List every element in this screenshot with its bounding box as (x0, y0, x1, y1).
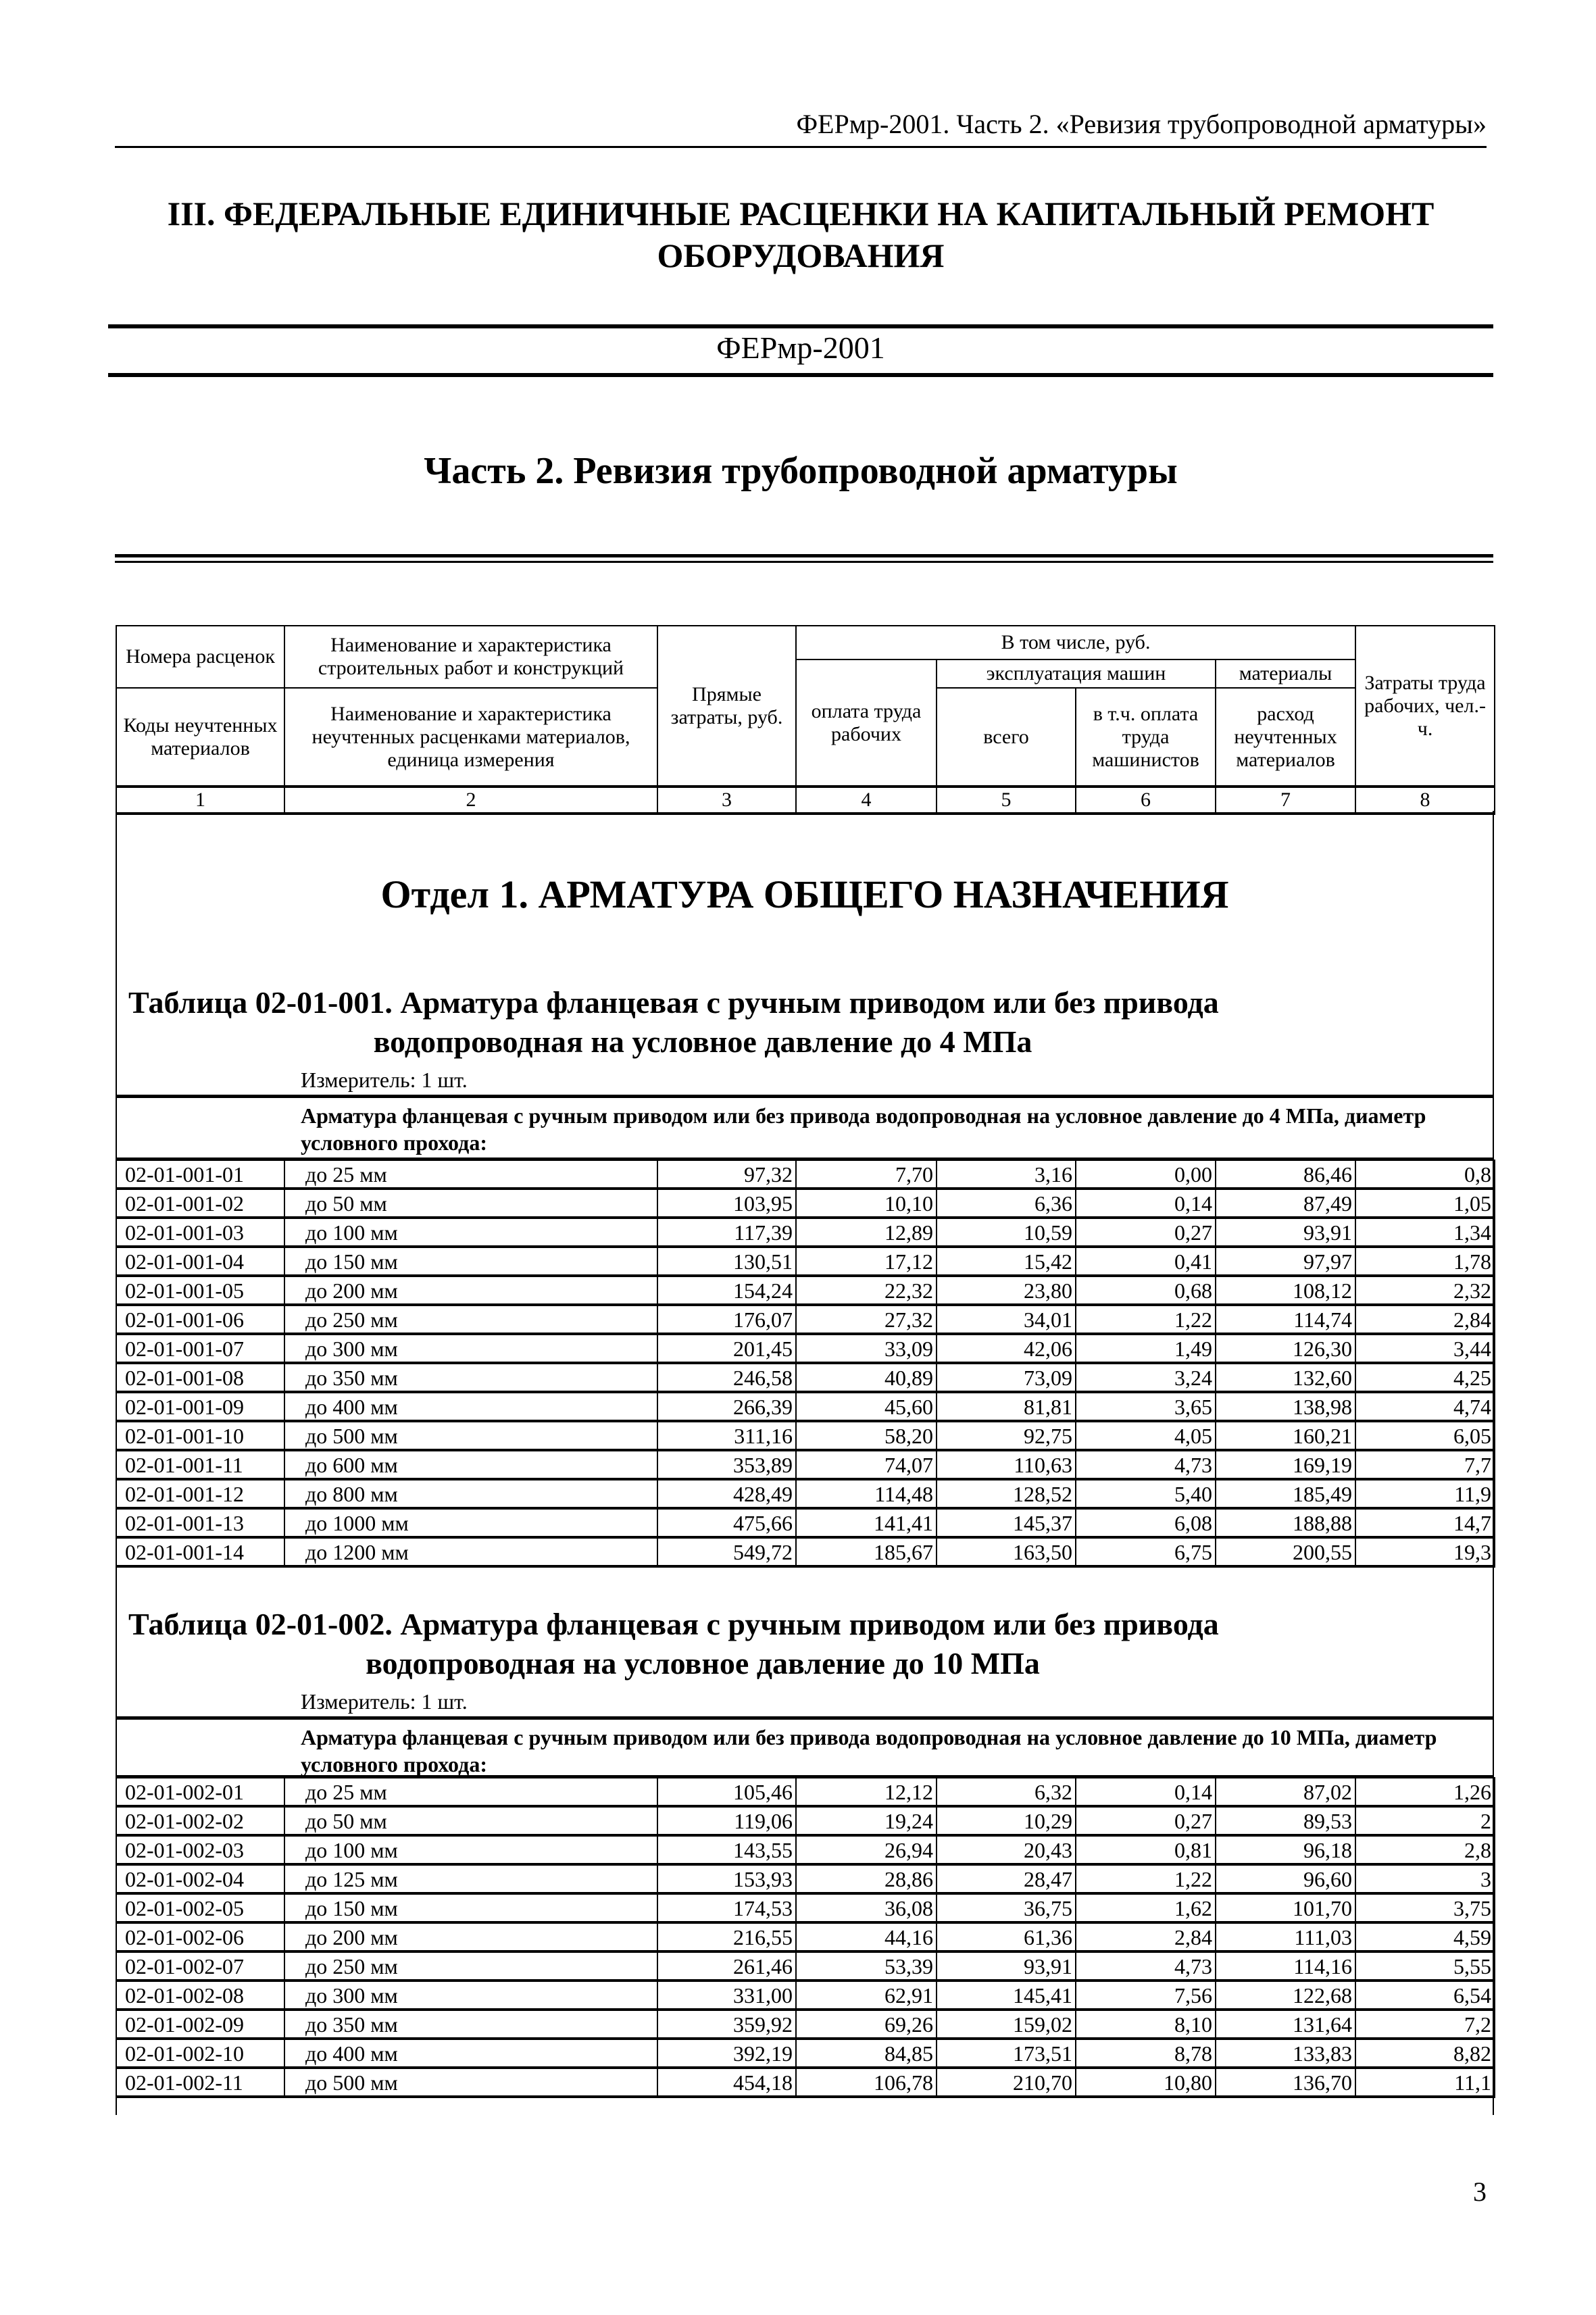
rate-code-cell: 02-01-001-06 (116, 1305, 284, 1334)
rate-code-cell: 02-01-002-05 (116, 1893, 284, 1922)
labor-wages-cell: 40,89 (796, 1363, 937, 1392)
item-name-cell: до 300 мм (284, 1334, 657, 1363)
machinist-wages-cell: 0,14 (1076, 1189, 1216, 1218)
materials-cost-cell: 89,53 (1216, 1806, 1355, 1835)
item-name-cell: до 400 мм (284, 2039, 657, 2068)
rates-table-02-01-002 (116, 1777, 1495, 2098)
machine-total-cell: 6,36 (937, 1189, 1076, 1218)
machine-total-cell: 28,47 (937, 1864, 1076, 1893)
direct-cost-cell: 549,72 (657, 1537, 796, 1566)
header-col4: оплата труда рабочих (796, 659, 937, 787)
machine-total-cell: 6,32 (937, 1778, 1076, 1806)
rate-code-cell: 02-01-001-10 (116, 1421, 284, 1450)
item-name-cell: до 250 мм (284, 1951, 657, 1981)
direct-cost-cell: 174,53 (657, 1893, 796, 1922)
machinist-wages-cell: 0,27 (1076, 1218, 1216, 1247)
rate-code-cell: 02-01-002-03 (116, 1835, 284, 1864)
machinist-wages-cell: 3,65 (1076, 1392, 1216, 1421)
rate-code-cell: 02-01-001-05 (116, 1276, 284, 1305)
labor-wages-cell: 10,10 (796, 1189, 937, 1218)
column-number: 7 (1216, 787, 1355, 814)
table-row (116, 1160, 1495, 1189)
machine-total-cell: 10,29 (937, 1806, 1076, 1835)
item-name-cell: до 1200 мм (284, 1537, 657, 1566)
labor-wages-cell: 69,26 (796, 2010, 937, 2039)
direct-cost-cell: 97,32 (657, 1160, 796, 1189)
table-title-line2: водопроводная на условное давление до 4 МПа (373, 1024, 1032, 1059)
machine-total-cell: 159,02 (937, 2010, 1076, 2039)
labor-wages-cell: 12,12 (796, 1778, 937, 1806)
header-col8: Затраты труда рабочих, чел.-ч. (1355, 626, 1495, 787)
machinist-wages-cell: 0,27 (1076, 1806, 1216, 1835)
rate-code-cell: 02-01-002-01 (116, 1778, 284, 1806)
direct-cost-cell: 475,66 (657, 1508, 796, 1537)
labor-hours-cell: 3,44 (1355, 1334, 1495, 1363)
direct-cost-cell: 246,58 (657, 1363, 796, 1392)
table-row (116, 1951, 1495, 1981)
table-description-row (116, 1095, 1494, 1161)
table-row (116, 1218, 1495, 1247)
code-rule-top (108, 324, 1493, 328)
rate-code-cell: 02-01-001-08 (116, 1363, 284, 1392)
direct-cost-cell: 216,55 (657, 1922, 796, 1951)
table-row (116, 1334, 1495, 1363)
header-col6: в т.ч. оплата труда машинистов (1076, 688, 1216, 787)
materials-cost-cell: 185,49 (1216, 1479, 1355, 1508)
machinist-wages-cell: 4,73 (1076, 1450, 1216, 1479)
direct-cost-cell: 105,46 (657, 1778, 796, 1806)
table-row (116, 2068, 1495, 2097)
materials-cost-cell: 122,68 (1216, 1981, 1355, 2010)
table-row (116, 1981, 1495, 2010)
labor-wages-cell: 26,94 (796, 1835, 937, 1864)
machine-total-cell: 92,75 (937, 1421, 1076, 1450)
direct-cost-cell: 266,39 (657, 1392, 796, 1421)
item-name-cell: до 25 мм (284, 1778, 657, 1806)
machine-total-cell: 10,59 (937, 1218, 1076, 1247)
direct-cost-cell: 359,92 (657, 2010, 796, 2039)
labor-hours-cell: 2,84 (1355, 1305, 1495, 1334)
table-description: Арматура фланцевая с ручным приводом или без привода водопроводная на условное давление до 10 МПа, диаметр условного прохода: (301, 1725, 1437, 1776)
machine-total-cell: 173,51 (937, 2039, 1076, 2068)
labor-wages-cell: 19,24 (796, 1806, 937, 1835)
labor-hours-cell: 14,7 (1355, 1508, 1495, 1537)
table-row (116, 2010, 1495, 2039)
labor-wages-cell: 22,32 (796, 1276, 937, 1305)
table-title-line1: Таблица 02-01-002. Арматура фланцевая с ручным приводом или без привода (128, 1607, 1219, 1641)
table-row (116, 1835, 1495, 1864)
table-title-line2: водопроводная на условное давление до 10 МПа (366, 1646, 1040, 1681)
machinist-wages-cell: 1,62 (1076, 1893, 1216, 1922)
labor-hours-cell: 2 (1355, 1806, 1495, 1835)
labor-wages-cell: 185,67 (796, 1537, 937, 1566)
labor-hours-cell: 4,25 (1355, 1363, 1495, 1392)
main-title-line2: ОБОРУДОВАНИЯ (657, 237, 945, 274)
labor-hours-cell: 7,2 (1355, 2010, 1495, 2039)
main-title-line1: III. ФЕДЕРАЛЬНЫЕ ЕДИНИЧНЫЕ РАСЦЕНКИ НА КАПИТАЛЬНЫЙ РЕМОНТ (167, 195, 1435, 232)
materials-cost-cell: 132,60 (1216, 1363, 1355, 1392)
table-title-02-01-002 (128, 1605, 1277, 1683)
materials-cost-cell: 101,70 (1216, 1893, 1355, 1922)
machinist-wages-cell: 8,78 (1076, 2039, 1216, 2068)
machinist-wages-cell: 8,10 (1076, 2010, 1216, 2039)
item-name-cell: до 25 мм (284, 1160, 657, 1189)
machine-total-cell: 23,80 (937, 1276, 1076, 1305)
rate-code-cell: 02-01-002-02 (116, 1806, 284, 1835)
machine-total-cell: 15,42 (937, 1247, 1076, 1276)
labor-hours-cell: 6,54 (1355, 1981, 1495, 2010)
labor-wages-cell: 141,41 (796, 1508, 937, 1537)
direct-cost-cell: 119,06 (657, 1806, 796, 1835)
item-name-cell: до 100 мм (284, 1218, 657, 1247)
table-row (116, 1363, 1495, 1392)
machine-total-cell: 34,01 (937, 1305, 1076, 1334)
table-row (116, 1537, 1495, 1566)
measure-unit: Измеритель: 1 шт. (301, 1689, 468, 1714)
table-row (116, 1189, 1495, 1218)
table-row (116, 1392, 1495, 1421)
rate-code-cell: 02-01-002-11 (116, 2068, 284, 2097)
part-title: Часть 2. Ревизия трубопроводной арматуры (424, 450, 1178, 492)
labor-hours-cell: 4,74 (1355, 1392, 1495, 1421)
machine-total-cell: 20,43 (937, 1835, 1076, 1864)
item-name-cell: до 200 мм (284, 1276, 657, 1305)
labor-wages-cell: 17,12 (796, 1247, 937, 1276)
labor-hours-cell: 0,8 (1355, 1160, 1495, 1189)
machine-total-cell: 42,06 (937, 1334, 1076, 1363)
machinist-wages-cell: 4,05 (1076, 1421, 1216, 1450)
materials-cost-cell: 169,19 (1216, 1450, 1355, 1479)
machine-total-cell: 128,52 (937, 1479, 1076, 1508)
header-col1-top: Номера расценок (116, 626, 284, 688)
header-col2-top: Наименование и характеристика строительных работ и конструкций (284, 626, 657, 688)
table-row (116, 1508, 1495, 1537)
item-name-cell: до 50 мм (284, 1189, 657, 1218)
labor-wages-cell: 44,16 (796, 1922, 937, 1951)
labor-wages-cell: 53,39 (796, 1951, 937, 1981)
table-description: Арматура фланцевая с ручным приводом или без привода водопроводная на условное давление до 4 МПа, диаметр условного прохода: (301, 1103, 1426, 1155)
column-number: 8 (1355, 787, 1495, 814)
column-number: 1 (116, 787, 284, 814)
materials-cost-cell: 96,60 (1216, 1864, 1355, 1893)
rate-code-cell: 02-01-001-09 (116, 1392, 284, 1421)
item-name-cell: до 350 мм (284, 2010, 657, 2039)
labor-hours-cell: 1,05 (1355, 1189, 1495, 1218)
table-title-line1: Таблица 02-01-001. Арматура фланцевая с ручным приводом или без привода (128, 985, 1219, 1020)
machinist-wages-cell: 2,84 (1076, 1922, 1216, 1951)
column-numbers-row (116, 787, 1495, 814)
item-name-cell: до 100 мм (284, 1835, 657, 1864)
direct-cost-cell: 454,18 (657, 2068, 796, 2097)
materials-cost-cell: 114,16 (1216, 1951, 1355, 1981)
item-name-cell: до 125 мм (284, 1864, 657, 1893)
rate-code-cell: 02-01-001-11 (116, 1450, 284, 1479)
machine-total-cell: 3,16 (937, 1160, 1076, 1189)
labor-wages-cell: 7,70 (796, 1160, 937, 1189)
machine-total-cell: 81,81 (937, 1392, 1076, 1421)
materials-cost-cell: 114,74 (1216, 1305, 1355, 1334)
item-name-cell: до 800 мм (284, 1479, 657, 1508)
header-col5: всего (937, 688, 1076, 787)
column-number: 3 (657, 787, 796, 814)
table-row (116, 1305, 1495, 1334)
direct-cost-cell: 154,24 (657, 1276, 796, 1305)
labor-hours-cell: 7,7 (1355, 1450, 1495, 1479)
rate-code-cell: 02-01-001-04 (116, 1247, 284, 1276)
table-row (116, 1922, 1495, 1951)
direct-cost-cell: 311,16 (657, 1421, 796, 1450)
labor-hours-cell: 4,59 (1355, 1922, 1495, 1951)
rate-code-cell: 02-01-001-14 (116, 1537, 284, 1566)
materials-cost-cell: 96,18 (1216, 1835, 1355, 1864)
header-col3: Прямые затраты, руб. (657, 626, 796, 787)
rate-code-cell: 02-01-002-10 (116, 2039, 284, 2068)
machine-total-cell: 36,75 (937, 1893, 1076, 1922)
labor-hours-cell: 6,05 (1355, 1421, 1495, 1450)
direct-cost-cell: 331,00 (657, 1981, 796, 2010)
materials-cost-cell: 87,02 (1216, 1778, 1355, 1806)
machine-total-cell: 73,09 (937, 1363, 1076, 1392)
labor-wages-cell: 28,86 (796, 1864, 937, 1893)
machine-total-cell: 210,70 (937, 2068, 1076, 2097)
item-name-cell: до 150 мм (284, 1893, 657, 1922)
machinist-wages-cell: 0,41 (1076, 1247, 1216, 1276)
machine-total-cell: 110,63 (937, 1450, 1076, 1479)
rate-code-cell: 02-01-002-07 (116, 1951, 284, 1981)
labor-wages-cell: 58,20 (796, 1421, 937, 1450)
header-col7: расход неучтенных материалов (1216, 688, 1355, 787)
materials-cost-cell: 131,64 (1216, 2010, 1355, 2039)
column-header-table (116, 625, 1495, 815)
table-row (116, 1450, 1495, 1479)
materials-cost-cell: 111,03 (1216, 1922, 1355, 1951)
table-title-02-01-001 (128, 983, 1277, 1062)
header-machines: эксплуатация машин (937, 659, 1216, 688)
item-name-cell: до 500 мм (284, 2068, 657, 2097)
labor-wages-cell: 36,08 (796, 1893, 937, 1922)
direct-cost-cell: 353,89 (657, 1450, 796, 1479)
item-name-cell: до 300 мм (284, 1981, 657, 2010)
machinist-wages-cell: 1,22 (1076, 1864, 1216, 1893)
direct-cost-cell: 392,19 (657, 2039, 796, 2068)
materials-cost-cell: 97,97 (1216, 1247, 1355, 1276)
rate-code-cell: 02-01-002-04 (116, 1864, 284, 1893)
machinist-wages-cell: 0,68 (1076, 1276, 1216, 1305)
header-materials: материалы (1216, 659, 1355, 688)
machinist-wages-cell: 6,75 (1076, 1537, 1216, 1566)
labor-hours-cell: 3 (1355, 1864, 1495, 1893)
part-rule-a (115, 554, 1493, 557)
part-rule-b (115, 561, 1493, 563)
rate-code-cell: 02-01-001-01 (116, 1160, 284, 1189)
column-number: 5 (937, 787, 1076, 814)
direct-cost-cell: 201,45 (657, 1334, 796, 1363)
table-row (116, 1276, 1495, 1305)
machine-total-cell: 145,37 (937, 1508, 1076, 1537)
direct-cost-cell: 130,51 (657, 1247, 796, 1276)
column-number: 4 (796, 787, 937, 814)
machinist-wages-cell: 7,56 (1076, 1981, 1216, 2010)
item-name-cell: до 350 мм (284, 1363, 657, 1392)
header-rule (115, 146, 1487, 148)
code-rule-bottom (108, 373, 1493, 377)
machinist-wages-cell: 1,22 (1076, 1305, 1216, 1334)
table-row (116, 1893, 1495, 1922)
machinist-wages-cell: 6,08 (1076, 1508, 1216, 1537)
table-row (116, 2039, 1495, 2068)
machinist-wages-cell: 0,00 (1076, 1160, 1216, 1189)
rates-table-02-01-001 (116, 1160, 1495, 1568)
labor-wages-cell: 84,85 (796, 2039, 937, 2068)
table-row (116, 1479, 1495, 1508)
labor-hours-cell: 11,9 (1355, 1479, 1495, 1508)
materials-cost-cell: 136,70 (1216, 2068, 1355, 2097)
materials-cost-cell: 93,91 (1216, 1218, 1355, 1247)
rate-code-cell: 02-01-002-09 (116, 2010, 284, 2039)
direct-cost-cell: 153,93 (657, 1864, 796, 1893)
rate-code-cell: 02-01-001-13 (116, 1508, 284, 1537)
materials-cost-cell: 138,98 (1216, 1392, 1355, 1421)
machinist-wages-cell: 10,80 (1076, 2068, 1216, 2097)
rate-code-cell: 02-01-001-03 (116, 1218, 284, 1247)
section-title: Отдел 1. АРМАТУРА ОБЩЕГО НАЗНАЧЕНИЯ (380, 872, 1229, 916)
table-row (116, 1778, 1495, 1806)
page-number: 3 (1473, 2176, 1487, 2207)
materials-cost-cell: 200,55 (1216, 1537, 1355, 1566)
item-name-cell: до 200 мм (284, 1922, 657, 1951)
labor-hours-cell: 2,32 (1355, 1276, 1495, 1305)
table-row (116, 1247, 1495, 1276)
header-col2-bottom: Наименование и характеристика неучтенных расценками материалов, единица измерения (284, 688, 657, 787)
direct-cost-cell: 176,07 (657, 1305, 796, 1334)
labor-hours-cell: 1,34 (1355, 1218, 1495, 1247)
materials-cost-cell: 160,21 (1216, 1421, 1355, 1450)
machinist-wages-cell: 3,24 (1076, 1363, 1216, 1392)
direct-cost-cell: 143,55 (657, 1835, 796, 1864)
header-col1-bottom: Коды неучтенных материалов (116, 688, 284, 787)
rate-code-cell: 02-01-001-12 (116, 1479, 284, 1508)
materials-cost-cell: 87,49 (1216, 1189, 1355, 1218)
machine-total-cell: 163,50 (937, 1537, 1076, 1566)
rate-code-cell: 02-01-002-06 (116, 1922, 284, 1951)
direct-cost-cell: 261,46 (657, 1951, 796, 1981)
labor-wages-cell: 114,48 (796, 1479, 937, 1508)
direct-cost-cell: 103,95 (657, 1189, 796, 1218)
table-row (116, 1864, 1495, 1893)
materials-cost-cell: 108,12 (1216, 1276, 1355, 1305)
item-name-cell: до 1000 мм (284, 1508, 657, 1537)
column-number: 2 (284, 787, 657, 814)
running-head: ФЕРмр-2001. Часть 2. «Ревизия трубопроводной арматуры» (796, 109, 1487, 139)
labor-wages-cell: 33,09 (796, 1334, 937, 1363)
labor-wages-cell: 27,32 (796, 1305, 937, 1334)
labor-wages-cell: 62,91 (796, 1981, 937, 2010)
header-including: В том числе, руб. (796, 626, 1355, 659)
labor-hours-cell: 5,55 (1355, 1951, 1495, 1981)
labor-hours-cell: 3,75 (1355, 1893, 1495, 1922)
rate-code-cell: 02-01-001-07 (116, 1334, 284, 1363)
labor-hours-cell: 1,26 (1355, 1778, 1495, 1806)
labor-hours-cell: 1,78 (1355, 1247, 1495, 1276)
item-name-cell: до 600 мм (284, 1450, 657, 1479)
item-name-cell: до 400 мм (284, 1392, 657, 1421)
labor-hours-cell: 2,8 (1355, 1835, 1495, 1864)
machine-total-cell: 61,36 (937, 1922, 1076, 1951)
main-title (115, 193, 1487, 276)
labor-wages-cell: 12,89 (796, 1218, 937, 1247)
item-name-cell: до 500 мм (284, 1421, 657, 1450)
item-name-cell: до 150 мм (284, 1247, 657, 1276)
materials-cost-cell: 188,88 (1216, 1508, 1355, 1537)
labor-hours-cell: 11,1 (1355, 2068, 1495, 2097)
materials-cost-cell: 133,83 (1216, 2039, 1355, 2068)
direct-cost-cell: 117,39 (657, 1218, 796, 1247)
item-name-cell: до 50 мм (284, 1806, 657, 1835)
direct-cost-cell: 428,49 (657, 1479, 796, 1508)
labor-wages-cell: 106,78 (796, 2068, 937, 2097)
rate-code-cell: 02-01-001-02 (116, 1189, 284, 1218)
machine-total-cell: 93,91 (937, 1951, 1076, 1981)
table-row (116, 1421, 1495, 1450)
labor-hours-cell: 8,82 (1355, 2039, 1495, 2068)
code-title: ФЕРмр-2001 (716, 330, 885, 365)
machinist-wages-cell: 0,14 (1076, 1778, 1216, 1806)
item-name-cell: до 250 мм (284, 1305, 657, 1334)
machinist-wages-cell: 0,81 (1076, 1835, 1216, 1864)
machinist-wages-cell: 4,73 (1076, 1951, 1216, 1981)
materials-cost-cell: 86,46 (1216, 1160, 1355, 1189)
rate-code-cell: 02-01-002-08 (116, 1981, 284, 2010)
labor-wages-cell: 74,07 (796, 1450, 937, 1479)
machine-total-cell: 145,41 (937, 1981, 1076, 2010)
materials-cost-cell: 126,30 (1216, 1334, 1355, 1363)
machinist-wages-cell: 5,40 (1076, 1479, 1216, 1508)
table-description-row (116, 1716, 1494, 1778)
column-number: 6 (1076, 787, 1216, 814)
table-row (116, 1806, 1495, 1835)
labor-hours-cell: 19,3 (1355, 1537, 1495, 1566)
measure-unit: Измеритель: 1 шт. (301, 1068, 468, 1092)
labor-wages-cell: 45,60 (796, 1392, 937, 1421)
machinist-wages-cell: 1,49 (1076, 1334, 1216, 1363)
